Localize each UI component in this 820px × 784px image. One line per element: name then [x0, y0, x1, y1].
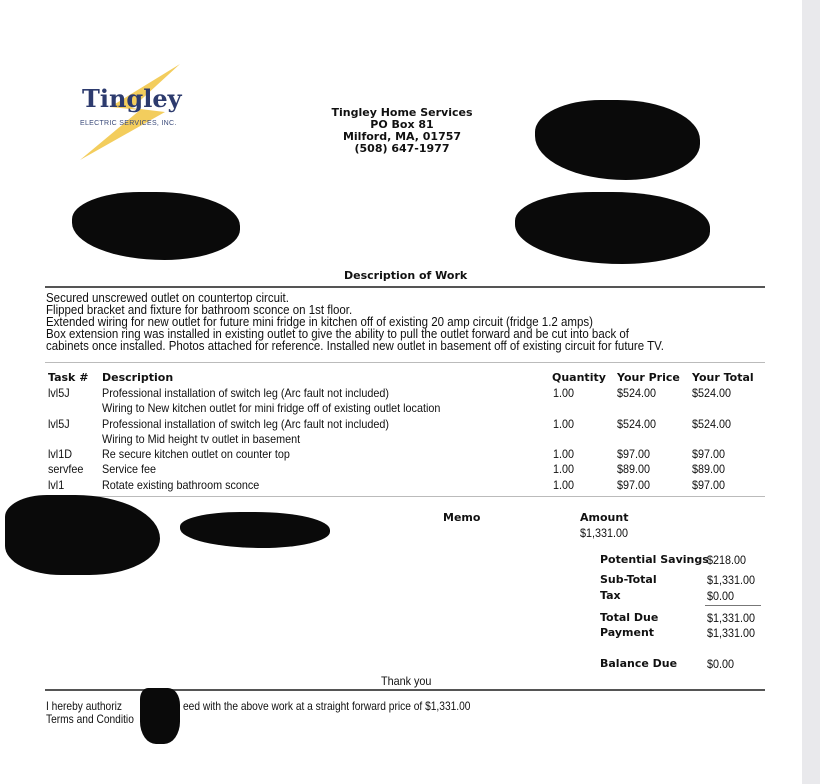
total-due-label: Total Due: [600, 611, 659, 624]
redaction: [180, 512, 330, 548]
description-line: cabinets once installed. Photos attached for reference. Installed new outlet in basement off of existing circuit for future TV.: [46, 339, 664, 353]
cell-description: Professional installation of switch leg (Arc fault not included): [102, 417, 389, 431]
cell-task: lvl1: [48, 478, 65, 492]
divider: [45, 286, 765, 288]
cell-quantity: 1.00: [553, 386, 575, 400]
authorization-text-start: I hereby authoriz: [46, 699, 122, 713]
header-task: Task #: [48, 371, 89, 384]
amount-label: Amount: [580, 511, 629, 524]
divider: [45, 496, 765, 497]
cell-quantity: 1.00: [553, 478, 575, 492]
terms-text: Terms and Conditio: [46, 712, 134, 726]
cell-price: $89.00: [617, 462, 651, 476]
company-po-box: PO Box 81: [370, 118, 434, 131]
cell-description: Service fee: [102, 462, 157, 476]
memo-label: Memo: [443, 511, 481, 524]
cell-description: Re secure kitchen outlet on counter top: [102, 447, 290, 461]
cell-task: lvl1D: [48, 447, 73, 461]
redaction: [515, 192, 710, 264]
redaction: [535, 100, 700, 180]
header-description: Description: [102, 371, 174, 384]
description-line: Box extension ring was installed in existing outlet to give the ability to pull the outlet forward and be cut into back of: [46, 327, 630, 341]
cell-task: lvl5J: [48, 386, 70, 400]
cell-quantity: 1.00: [553, 417, 575, 431]
cell-description: Wiring to New kitchen outlet for mini fridge off of existing outlet location: [102, 401, 441, 415]
cell-price: $524.00: [617, 386, 657, 400]
description-line: Extended wiring for new outlet for future mini fridge in kitchen off of existing 20 amp circuit (fridge 1.2 amps): [46, 315, 593, 329]
subtotal-value: $1,331.00: [707, 573, 756, 587]
tax-value: $0.00: [707, 589, 735, 603]
cell-total: $97.00: [692, 447, 726, 461]
company-phone: (508) 647-1977: [354, 142, 450, 155]
redaction: [140, 688, 180, 744]
cell-quantity: 1.00: [553, 447, 575, 461]
cell-total: $89.00: [692, 462, 726, 476]
divider: [45, 362, 765, 363]
header-total: Your Total: [692, 371, 754, 384]
balance-due-label: Balance Due: [600, 657, 678, 670]
cell-description: Rotate existing bathroom sconce: [102, 478, 260, 492]
potential-savings-label: Potential Savings: [600, 553, 709, 566]
logo-tagline: ELECTRIC SERVICES, INC.: [80, 120, 177, 127]
cell-price: $97.00: [617, 447, 651, 461]
cell-quantity: 1.00: [553, 462, 575, 476]
cell-price: $524.00: [617, 417, 657, 431]
cell-description: Wiring to Mid height tv outlet in basement: [102, 432, 301, 446]
company-name: Tingley Home Services: [331, 106, 473, 119]
cell-description: Professional installation of switch leg (Arc fault not included): [102, 386, 389, 400]
cell-task: lvl5J: [48, 417, 70, 431]
description-line: Secured unscrewed outlet on countertop circuit.: [46, 291, 289, 305]
cell-total: $524.00: [692, 417, 732, 431]
payment-value: $1,331.00: [707, 626, 756, 640]
header-quantity: Quantity: [552, 371, 606, 384]
balance-due-value: $0.00: [707, 657, 735, 671]
cell-price: $97.00: [617, 478, 651, 492]
work-description: [46, 292, 664, 352]
cell-task: servfee: [48, 462, 84, 476]
company-address: [302, 107, 502, 155]
company-city: Milford, MA, 01757: [342, 130, 462, 143]
potential-savings-value: $218.00: [707, 553, 747, 567]
divider: [705, 605, 761, 606]
description-line: Flipped bracket and fixture for bathroom sconce on 1st floor.: [46, 303, 353, 317]
authorization-text-end: eed with the above work at a straight forward price of $1,331.00: [183, 699, 471, 713]
section-title: Description of Work: [344, 269, 468, 282]
tax-label: Tax: [600, 589, 621, 602]
header-price: Your Price: [617, 371, 680, 384]
redaction: [5, 495, 160, 575]
logo-wordmark: Tingley: [82, 84, 182, 113]
cell-total: $524.00: [692, 386, 732, 400]
total-due-value: $1,331.00: [707, 611, 756, 625]
thank-you-text: Thank you: [381, 674, 432, 688]
company-logo: [70, 62, 200, 162]
page-edge: [802, 0, 820, 784]
redaction: [72, 192, 240, 260]
cell-total: $97.00: [692, 478, 726, 492]
amount-value: $1,331.00: [580, 526, 629, 540]
payment-label: Payment: [600, 626, 655, 639]
subtotal-label: Sub-Total: [600, 573, 657, 586]
